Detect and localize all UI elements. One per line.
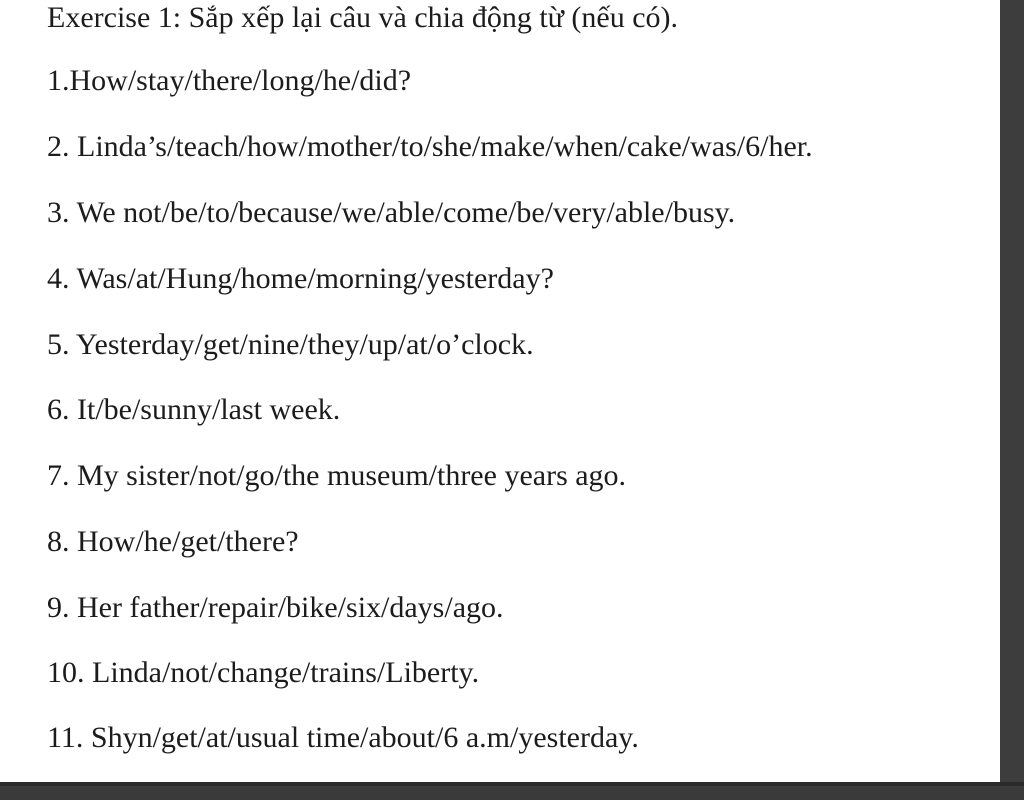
exercise-item-3: 3. We not/be/to/because/we/able/come/be/very/able/busy. <box>47 196 736 229</box>
exercise-item-11: 11. Shyn/get/at/usual time/about/6 a.m/yesterday. <box>47 721 639 754</box>
exercise-item-4: 4. Was/at/Hung/home/morning/yesterday? <box>47 262 554 295</box>
exercise-item-5: 5. Yesterday/get/nine/they/up/at/o’clock. <box>47 328 534 361</box>
dark-right-border <box>1000 0 1024 800</box>
dark-bottom-border <box>0 782 1024 800</box>
exercise-item-7: 7. My sister/not/go/the museum/three years ago. <box>47 459 627 492</box>
exercise-title: Exercise 1: Sắp xếp lại câu và chia động từ (nếu có). <box>47 1 679 34</box>
exercise-item-8: 8. How/he/get/there? <box>47 525 299 558</box>
exercise-item-6: 6. It/be/sunny/last week. <box>47 393 341 426</box>
exercise-item-1: 1.How/stay/there/long/he/did? <box>47 64 412 97</box>
exercise-item-10: 10. Linda/not/change/trains/Liberty. <box>47 656 480 689</box>
exercise-item-9: 9. Her father/repair/bike/six/days/ago. <box>47 591 504 624</box>
exercise-item-2: 2. Linda’s/teach/how/mother/to/she/make/when/cake/was/6/her. <box>47 130 813 163</box>
